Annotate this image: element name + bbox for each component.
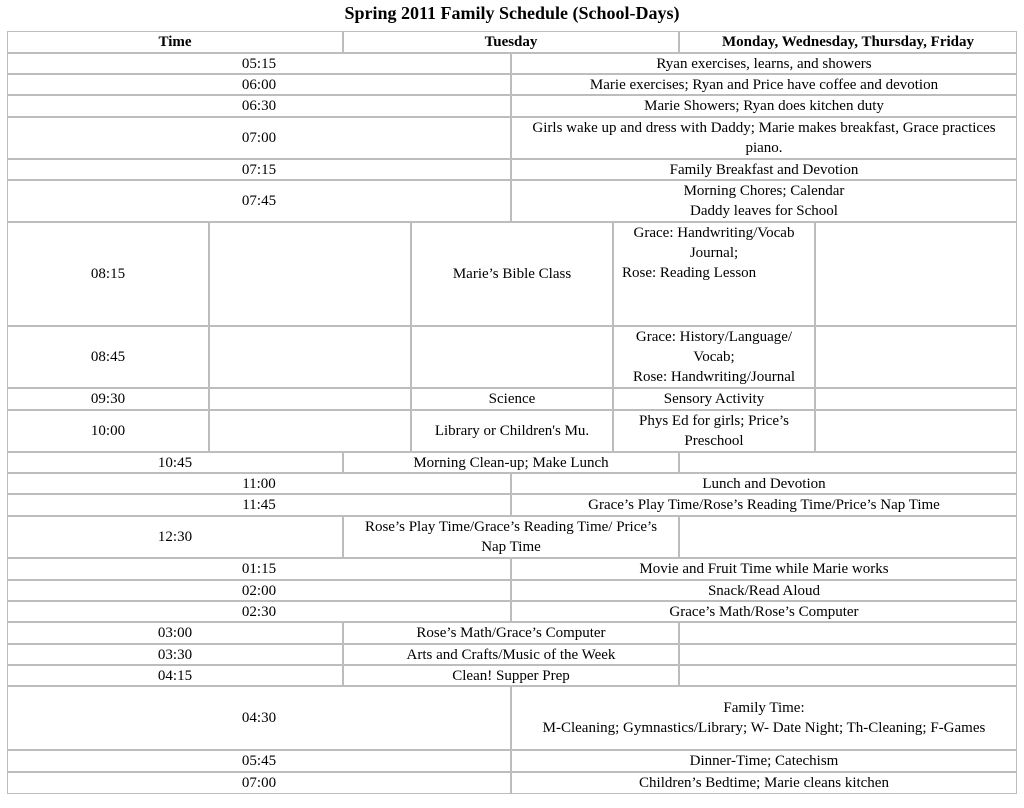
time-cell: 07:15 (7, 159, 511, 180)
empty-cell (209, 388, 411, 410)
activity-cell (511, 686, 1017, 750)
header-tuesday: Tuesday (343, 31, 679, 53)
activity-cell: Grace’s Play Time/Rose’s Reading Time/Price’s Nap Time (511, 494, 1017, 516)
time-cell: 10:45 (7, 452, 343, 473)
tuesday-cell: Science (411, 388, 613, 410)
time-cell: 03:00 (7, 622, 343, 644)
activity-cell: Grace’s Math/Rose’s Computer (511, 601, 1017, 622)
activity-line: M-Cleaning; Gymnastics/Library; W- Date Night; Th-Cleaning; F-Games (542, 720, 986, 736)
activity-line: Family Time: (723, 700, 805, 716)
time-cell: 04:15 (7, 665, 343, 686)
empty-cell (209, 222, 411, 326)
activity-line: Grace: Handwriting/Vocab Journal; (633, 225, 795, 261)
time-cell: 10:00 (7, 410, 209, 452)
tuesday-cell: Marie’s Bible Class (411, 222, 613, 326)
empty-cell (679, 665, 1017, 686)
header-time: Time (7, 31, 343, 53)
activity-cell: Rose’s Play Time/Grace’s Reading Time/ Price’s Nap Time (343, 516, 679, 558)
page-title: Spring 2011 Family Schedule (School-Days) (344, 3, 680, 23)
activity-cell: Movie and Fruit Time while Marie works (511, 558, 1017, 580)
time-cell: 06:00 (7, 74, 511, 95)
time-cell: 08:15 (7, 222, 209, 326)
empty-cell (411, 326, 613, 388)
time-cell: 07:00 (7, 117, 511, 159)
activity-cell (511, 180, 1017, 222)
time-cell: 03:30 (7, 644, 343, 665)
activity-cell: Sensory Activity (613, 388, 815, 410)
time-cell: 07:45 (7, 180, 511, 222)
empty-cell (209, 410, 411, 452)
time-cell: 01:15 (7, 558, 511, 580)
empty-cell (679, 644, 1017, 665)
schedule-table (7, 31, 1017, 794)
time-cell: 08:45 (7, 326, 209, 388)
time-cell: 07:00 (7, 772, 511, 794)
activity-cell: Rose’s Math/Grace’s Computer (343, 622, 679, 644)
activity-cell: Marie exercises; Ryan and Price have coffee and devotion (511, 74, 1017, 95)
time-cell: 12:30 (7, 516, 343, 558)
empty-cell (679, 622, 1017, 644)
activity-cell (613, 222, 815, 326)
activity-cell: Ryan exercises, learns, and showers (511, 53, 1017, 74)
time-cell: 05:15 (7, 53, 511, 74)
activity-cell: Children’s Bedtime; Marie cleans kitchen (511, 772, 1017, 794)
time-cell: 09:30 (7, 388, 209, 410)
activity-cell: Dinner-Time; Catechism (511, 750, 1017, 772)
time-cell: 02:30 (7, 601, 511, 622)
time-cell: 11:00 (7, 473, 511, 494)
activity-cell: Snack/Read Aloud (511, 580, 1017, 601)
activity-cell: Morning Clean-up; Make Lunch (343, 452, 679, 473)
empty-cell (679, 516, 1017, 558)
time-cell: 04:30 (7, 686, 511, 750)
activity-cell: Family Breakfast and Devotion (511, 159, 1017, 180)
empty-cell (815, 222, 1017, 326)
time-cell: 05:45 (7, 750, 511, 772)
activity-cell: Arts and Crafts/Music of the Week (343, 644, 679, 665)
activity-line: Morning Chores; Calendar (683, 183, 845, 199)
header-mwthf: Monday, Wednesday, Thursday, Friday (679, 31, 1017, 53)
empty-cell (815, 388, 1017, 410)
time-cell: 02:00 (7, 580, 511, 601)
activity-cell: Clean! Supper Prep (343, 665, 679, 686)
activity-cell: Phys Ed for girls; Price’s Preschool (613, 410, 815, 452)
empty-cell (815, 326, 1017, 388)
empty-cell (679, 452, 1017, 473)
activity-line: Daddy leaves for School (690, 203, 838, 219)
activity-cell: Lunch and Devotion (511, 473, 1017, 494)
activity-line: Rose: Reading Lesson (622, 265, 757, 281)
activity-line: Grace: History/Language/ Vocab; (635, 329, 793, 365)
time-cell: 11:45 (7, 494, 511, 516)
activity-cell: Girls wake up and dress with Daddy; Marie makes breakfast, Grace practices piano. (511, 117, 1017, 159)
tuesday-cell: Library or Children's Mu. (411, 410, 613, 452)
time-cell: 06:30 (7, 95, 511, 117)
activity-cell: Marie Showers; Ryan does kitchen duty (511, 95, 1017, 117)
empty-cell (815, 410, 1017, 452)
activity-line: Rose: Handwriting/Journal (632, 369, 796, 385)
empty-cell (209, 326, 411, 388)
activity-cell (613, 326, 815, 388)
